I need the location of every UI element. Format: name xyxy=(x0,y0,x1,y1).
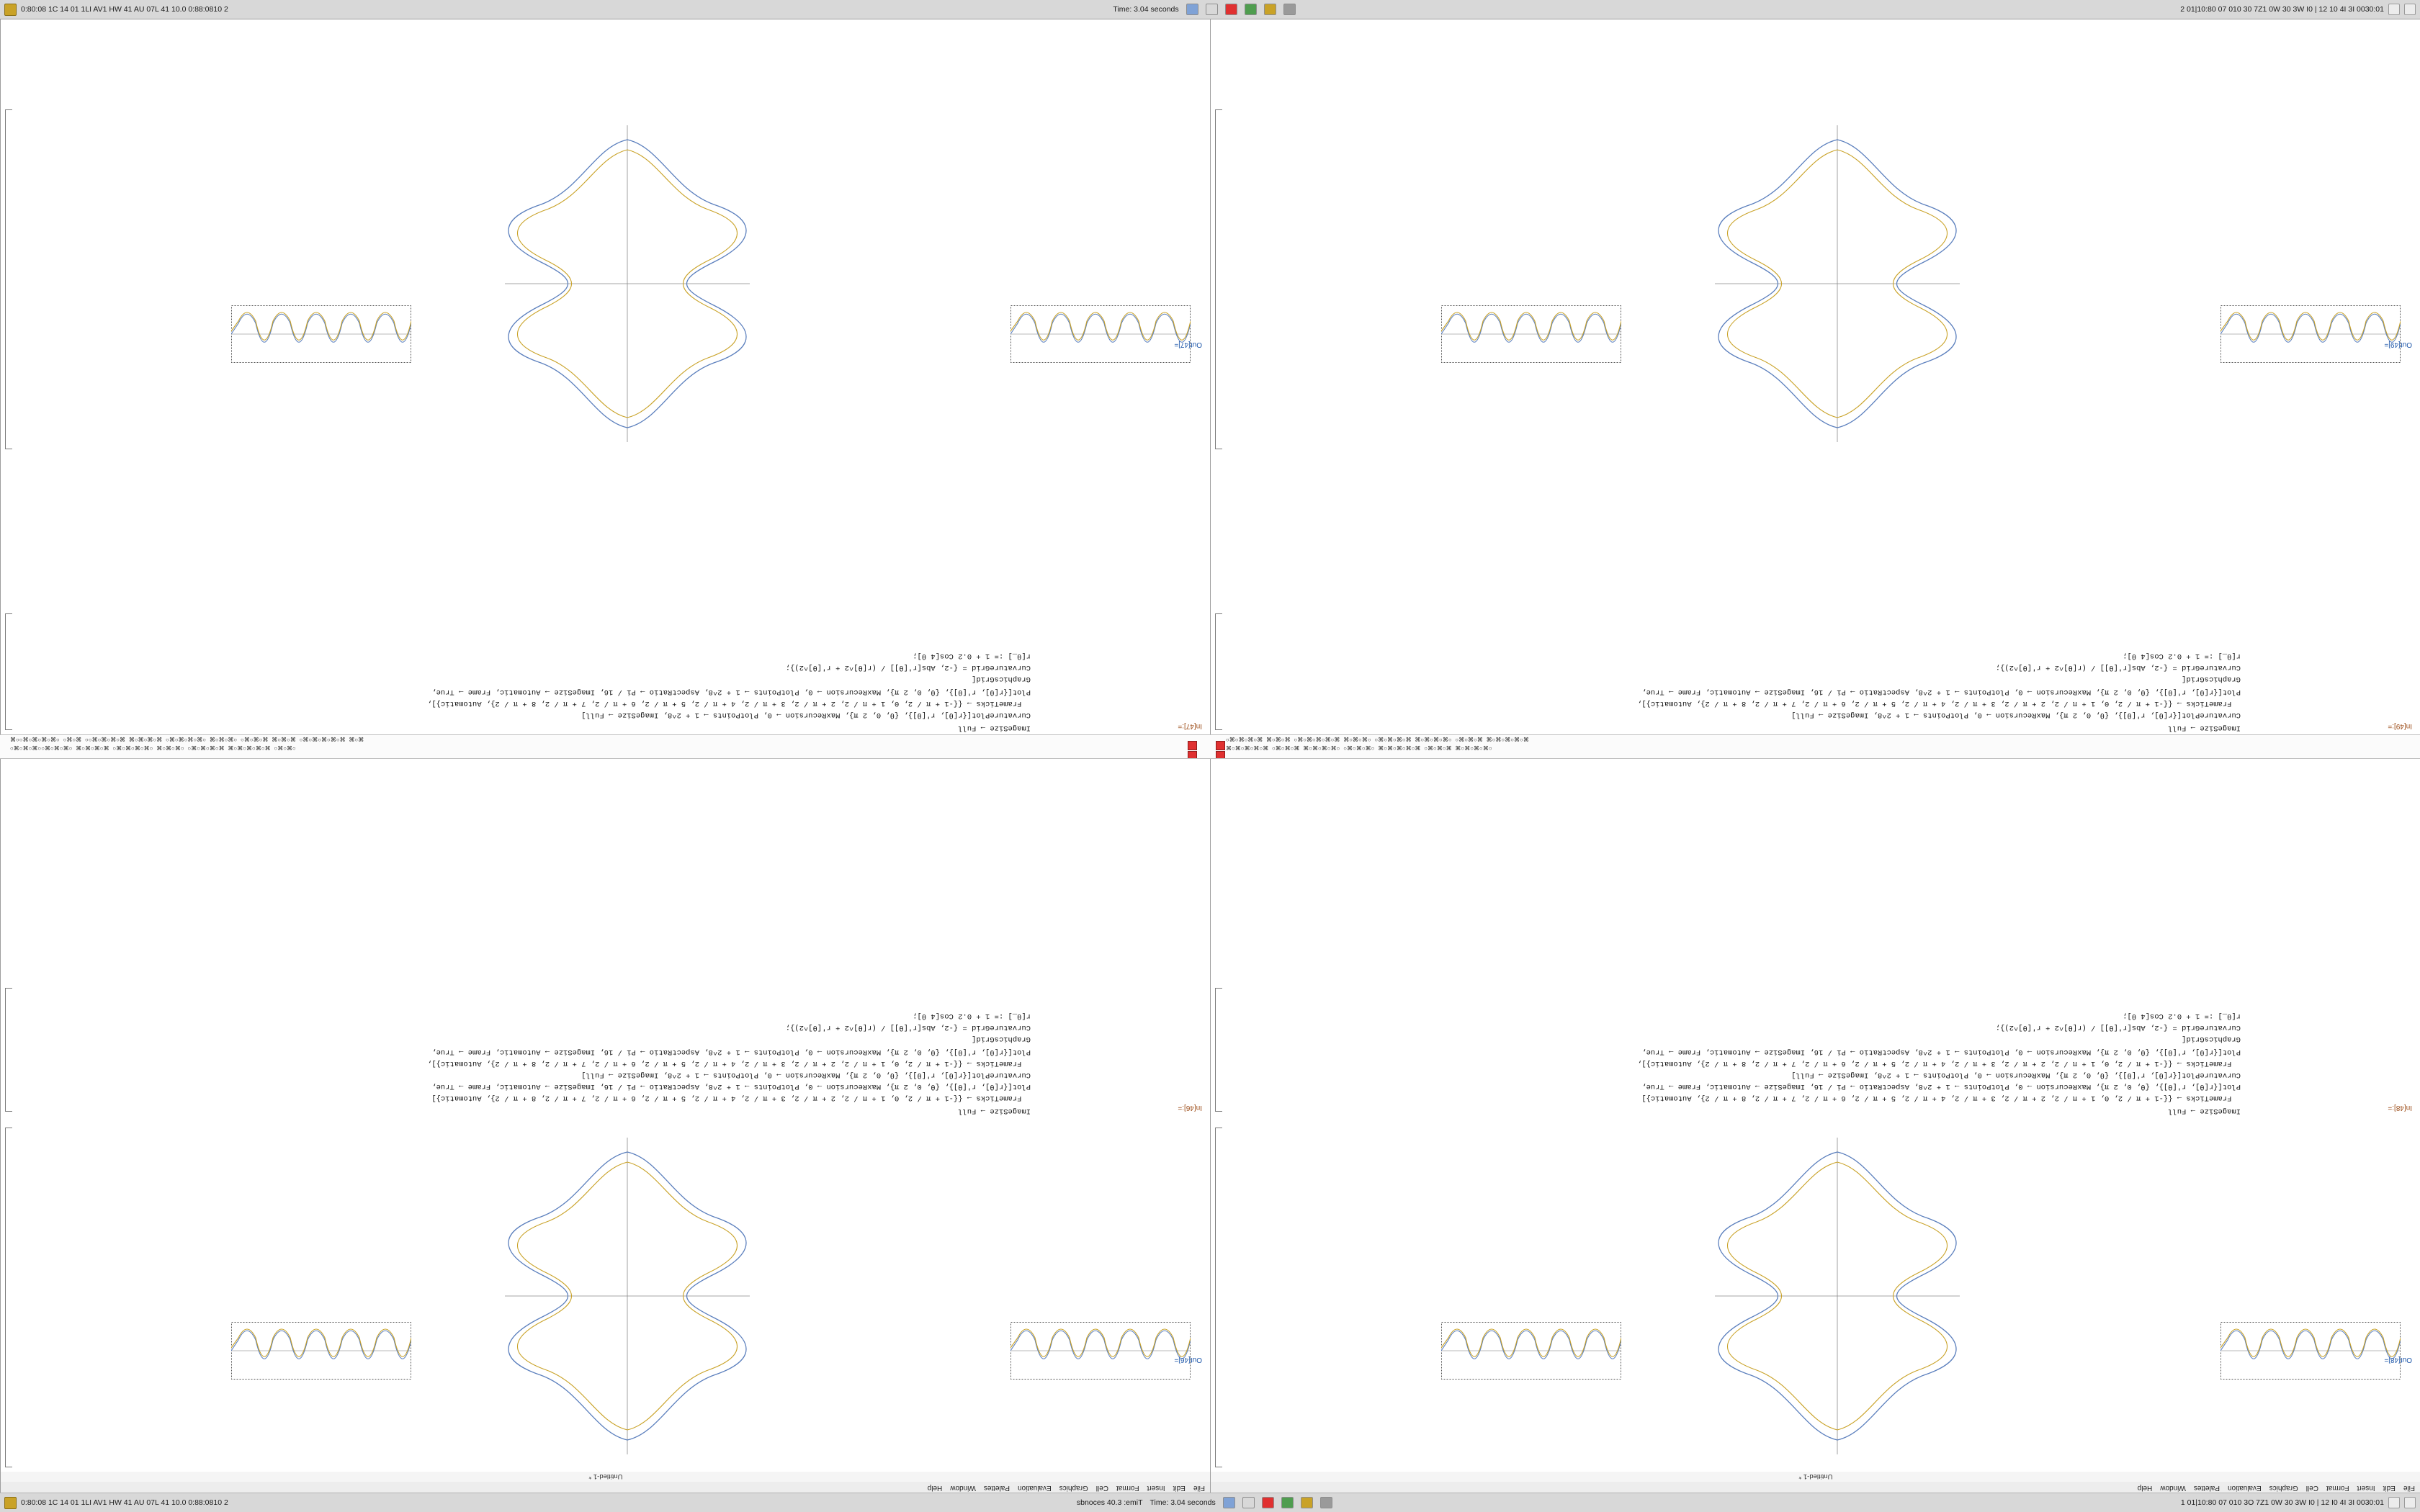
in-label-left-2: In[47]:= xyxy=(1178,722,1202,730)
tray-icon-display-bottom[interactable] xyxy=(1242,1497,1255,1508)
menu-palettes[interactable]: Palettes xyxy=(983,1484,1010,1492)
code-line-left-2-6[interactable]: r[θ_] := 1 + 0.2 Cos[4 θ]; xyxy=(913,652,1031,660)
menu-cell[interactable]: Cell xyxy=(1095,1484,1108,1492)
top-taskbar-right xyxy=(2180,4,2420,15)
code-line-left-2-3[interactable]: Plot[{r[θ], r'[θ]}, {θ, 0, 2 π}, MaxRecursion → 0, PlotPoints → 1 + 2^8, AspectRatio → Pi / 16, ImageSize → Automatic, Frame → True, xyxy=(431,688,1031,696)
menu-edit-right[interactable]: Edit xyxy=(2383,1484,2396,1492)
menu-format-right[interactable]: Format xyxy=(2326,1484,2349,1492)
console-line-right-1: ○⌘○⌘○⌘○⌘ ⌘○⌘○⌘ ○⌘○⌘○⌘○⌘○⌘ ⌘○⌘○⌘○ ○⌘○⌘○⌘○⌘ ⌘○⌘○⌘○⌘○ ○⌘○⌘○⌘ ⌘○⌘○⌘○⌘○⌘ xyxy=(1226,737,1529,744)
bottom-taskbar-time-mirror: sbnoces 40.3 :emiT xyxy=(1076,1498,1143,1507)
code-line-left-1-1[interactable]: FrameTicks → {{-1 + π / 2, 0, 1 + π / 2, 2 + π / 2, 3 + π / 2, 4 + π / 2, 5 + π / 2, 6 + π / 2, 7 + π / 2, 8 + π / 2}, Automatic}] xyxy=(431,1094,1031,1102)
console-alert-indicator-right[interactable] xyxy=(1216,741,1225,750)
code-line-right-2-1[interactable]: CurvaturePlot[{r[θ], r'[θ]}, {θ, 0, 2 π}, MaxRecursion → 0, PlotPoints → 1 + 2^8, ImageSize → Full] xyxy=(1791,711,2241,719)
menu-edit[interactable]: Edit xyxy=(1173,1484,1186,1492)
strip-plot-left-3 xyxy=(1010,302,1191,363)
top-taskbar-left xyxy=(0,4,228,16)
code-line-right-1-2[interactable]: Plot[{r[θ], r'[θ]}, {θ, 0, 2 π}, MaxRecursion → 0, PlotPoints → 1 + 2^8, AspectRatio → Pi / 16, ImageSize → Automatic, Frame → True, xyxy=(1641,1082,2241,1091)
strip-plot-right-2 xyxy=(1441,1318,1621,1380)
code-line-right-1-3[interactable]: CurvaturePlot[{r[θ], r'[θ]}, {θ, 0, 2 π}, MaxRecursion → 0, PlotPoints → 1 + 2^8, ImageSize → Full] xyxy=(1791,1071,2241,1079)
strip-plot-svg-r4 xyxy=(1441,305,1621,363)
code-line-left-2-1[interactable]: CurvaturePlot[{r[θ], r'[θ]}, {θ, 0, 2 π}, MaxRecursion → 0, PlotPoints → 1 + 2^8, ImageSize → Full] xyxy=(581,711,1031,719)
menu-file-right[interactable]: File xyxy=(2403,1484,2415,1492)
cell-bracket-right-2[interactable] xyxy=(1215,988,1222,1112)
menu-evaluation[interactable]: Evaluation xyxy=(1018,1484,1052,1492)
polar-curve-svg xyxy=(476,1130,779,1462)
console-alert-indicator-left-2[interactable] xyxy=(1188,751,1197,759)
menu-palettes-right[interactable]: Palettes xyxy=(2193,1484,2220,1492)
menu-insert-right[interactable]: Insert xyxy=(2357,1484,2375,1492)
menu-graphics-right[interactable]: Graphics xyxy=(2269,1484,2298,1492)
tray-icon-alert-bottom[interactable] xyxy=(1262,1497,1274,1508)
cell-bracket-right-4[interactable] xyxy=(1215,109,1222,449)
code-line-left-1-5[interactable]: Plot[{r[θ], r'[θ]}, {θ, 0, 2 π}, MaxRecursion → 0, PlotPoints → 1 + 2^8, AspectRatio → Pi / 16, ImageSize → Automatic, Frame → True, xyxy=(431,1048,1031,1056)
code-line-right-2-0[interactable]: ImageSize → Full xyxy=(2168,724,2241,732)
polar-curve-plot-left-2 xyxy=(476,114,779,449)
out-label-right-1: Out[48]= xyxy=(2384,1356,2412,1364)
console-line-left-1: ⌘○○⌘○⌘○⌘○⌘○ ○⌘○⌘ ○○⌘○⌘○⌘○⌘ ⌘○⌘○⌘○⌘ ○⌘○⌘○⌘○⌘○ ⌘○⌘○⌘○ ○⌘○⌘○⌘ ⌘○⌘○⌘ ○⌘○⌘○⌘○⌘○⌘ ⌘○⌘ xyxy=(10,737,364,744)
strip-plot-left-1 xyxy=(1010,1318,1191,1380)
top-taskbar-right-text: 2 01|10:80 07 010 30 7Z1 0W 30 3W I0 | 12 10 4I 3I 0030:01 xyxy=(2180,5,2384,14)
tray-icon-app-bottom[interactable] xyxy=(1301,1497,1313,1508)
code-line-right-1-8[interactable]: r[θ_] := 1 + 0.2 Cos[4 θ]; xyxy=(2123,1012,2241,1020)
cell-bracket-left-1[interactable] xyxy=(5,1128,12,1467)
code-line-right-1-1[interactable]: FrameTicks → {{-1 + π / 2, 0, 1 + π / 2, 2 + π / 2, 3 + π / 2, 4 + π / 2, 5 + π / 2, 6 + π / 2, 7 + π / 2, 8 + π / 2}, Automatic}] xyxy=(1641,1094,2241,1102)
app-icon[interactable] xyxy=(4,4,17,16)
bottom-taskbar[interactable] xyxy=(0,1493,2420,1512)
out-label-right-2: Out[49]= xyxy=(2384,341,2412,348)
bottom-taskbar-center xyxy=(228,1497,2181,1508)
cell-bracket-left-4[interactable] xyxy=(5,109,12,449)
window-close-button-bottom[interactable] xyxy=(2404,1497,2416,1508)
bottom-taskbar-time: Time: 3.04 seconds xyxy=(1150,1498,1216,1507)
strip-plot-right-1 xyxy=(2220,1318,2401,1380)
menu-window-right[interactable]: Window xyxy=(2160,1484,2186,1492)
window-close-button[interactable] xyxy=(2404,4,2416,15)
code-line-right-1-7[interactable]: CurvatureGrid = {-2, Abs[r'[θ]] / (r[θ]^2 + r'[θ]^2)}; xyxy=(1995,1023,2241,1032)
in-label-left-1: In[46]:= xyxy=(1178,1104,1202,1112)
menu-graphics[interactable]: Graphics xyxy=(1059,1484,1088,1492)
bottom-taskbar-right xyxy=(2181,1497,2420,1508)
menu-evaluation-right[interactable]: Evaluation xyxy=(2228,1484,2262,1492)
code-line-left-2-2[interactable]: FrameTicks → {{-1 + π / 2, 0, 1 + π / 2, 2 + π / 2, 3 + π / 2, 4 + π / 2, 5 + π / 2, 6 + π / 2, 7 + π / 2, 8 + π / 2}, Automatic}], xyxy=(426,699,1031,708)
strip-plot-right-3 xyxy=(2220,302,2401,363)
code-line-left-2-0[interactable]: ImageSize → Full xyxy=(958,724,1031,732)
code-line-left-2-5[interactable]: CurvatureGrid = {-2, Abs[r'[θ]] / (r[θ]^2 + r'[θ]^2)}; xyxy=(785,663,1031,672)
strip-plot-svg-r1 xyxy=(2220,1322,2401,1380)
in-label-right-2: In[49]:= xyxy=(2388,722,2412,730)
console-strip-left[interactable] xyxy=(0,734,1210,759)
console-strip-right[interactable] xyxy=(1210,734,2420,759)
strip-plot-svg-r3 xyxy=(2220,305,2401,363)
cell-bracket-right-3[interactable] xyxy=(1215,613,1222,730)
strip-plot-svg xyxy=(1010,1322,1191,1380)
menu-insert[interactable]: Insert xyxy=(1147,1484,1165,1492)
strip-plot-left-4 xyxy=(231,302,411,363)
polar-curve-plot-right-1 xyxy=(1686,1127,1989,1462)
strip-plot-svg-4 xyxy=(231,305,411,363)
code-line-right-1-6[interactable]: GraphicsGrid[ xyxy=(2182,1035,2241,1043)
code-line-right-1-5[interactable]: Plot[{r[θ], r'[θ]}, {θ, 0, 2 π}, MaxRecursion → 0, PlotPoints → 1 + 2^8, AspectRatio → Pi / 16, ImageSize → Automatic, Frame → True, xyxy=(1641,1048,2241,1056)
code-line-right-2-4[interactable]: GraphicsGrid[ xyxy=(2182,675,2241,683)
document-title-right: Untitled-1 * xyxy=(1211,1471,2420,1482)
strip-plot-svg-r2 xyxy=(1441,1322,1621,1380)
window-minimize-button-bottom[interactable] xyxy=(2388,1497,2400,1508)
tray-icon-network[interactable] xyxy=(1186,4,1198,15)
code-line-left-1-4[interactable]: FrameTicks → {{-1 + π / 2, 0, 1 + π / 2, 2 + π / 2, 3 + π / 2, 4 + π / 2, 5 + π / 2, 6 + π / 2, 7 + π / 2, 8 + π / 2}, Automatic}], xyxy=(426,1059,1031,1068)
tray-icon-misc-bottom[interactable] xyxy=(1320,1497,1332,1508)
polar-curve-svg-r1 xyxy=(1686,1130,1989,1462)
window-minimize-button[interactable] xyxy=(2388,4,2400,15)
console-alert-indicator-right-2[interactable] xyxy=(1216,751,1225,759)
tray-icon-network-bottom[interactable] xyxy=(1223,1497,1235,1508)
menu-format[interactable]: Format xyxy=(1116,1484,1139,1492)
code-line-right-2-2[interactable]: FrameTicks → {{-1 + π / 2, 0, 1 + π / 2, 2 + π / 2, 3 + π / 2, 4 + π / 2, 5 + π / 2, 6 + π / 2, 7 + π / 2, 8 + π / 2}, Automatic}], xyxy=(1636,699,2241,708)
menu-window[interactable]: Window xyxy=(950,1484,976,1492)
strip-plot-svg-3 xyxy=(1010,305,1191,363)
code-line-left-1-0[interactable]: ImageSize → Full xyxy=(958,1107,1031,1115)
menu-cell-right[interactable]: Cell xyxy=(2305,1484,2318,1492)
polar-curve-plot-left-1 xyxy=(476,1127,779,1462)
tray-icon-misc[interactable] xyxy=(1283,4,1296,15)
tray-icon-app[interactable] xyxy=(1264,4,1276,15)
out-label-left-1: Out[46]= xyxy=(1174,1356,1202,1364)
console-alert-indicator-left[interactable] xyxy=(1188,741,1197,750)
tray-icon-alert[interactable] xyxy=(1225,4,1237,15)
code-line-right-2-6[interactable]: r[θ_] := 1 + 0.2 Cos[4 θ]; xyxy=(2123,652,2241,660)
menu-help[interactable]: Help xyxy=(927,1484,943,1492)
code-line-left-1-6[interactable]: GraphicsGrid[ xyxy=(972,1035,1031,1043)
polar-curve-svg-r2 xyxy=(1686,118,1989,449)
strip-plot-left-2 xyxy=(231,1318,411,1380)
out-label-left-2: Out[47]= xyxy=(1174,341,1202,348)
cell-bracket-left-2[interactable] xyxy=(5,988,12,1112)
code-line-left-1-8[interactable]: r[θ_] := 1 + 0.2 Cos[4 θ]; xyxy=(913,1012,1031,1020)
bottom-taskbar-right-text: 1 01|10:80 07 010 3O 7Z1 0W 30 3W I0 | 12 I0 4I 3I 0030:01 xyxy=(2180,1498,2384,1507)
polar-curve-plot-right-2 xyxy=(1686,114,1989,449)
strip-plot-svg-2 xyxy=(231,1322,411,1380)
code-line-left-1-7[interactable]: CurvatureGrid = {-2, Abs[r'[θ]] / (r[θ]^2 + r'[θ]^2)}; xyxy=(785,1023,1031,1032)
bottom-taskbar-left xyxy=(0,1497,228,1509)
bottom-taskbar-left-text: 0:80:08 1C 14 01 1LI AV1 HW 41 AU 07L 41 10.0 0:88:0810 2 xyxy=(21,1498,228,1507)
menu-file[interactable]: File xyxy=(1193,1484,1205,1492)
menu-help-right[interactable]: Help xyxy=(2137,1484,2153,1492)
cell-bracket-right-1[interactable] xyxy=(1215,1128,1222,1467)
code-line-left-2-4[interactable]: GraphicsGrid[ xyxy=(972,675,1031,683)
tray-icon-display[interactable] xyxy=(1206,4,1218,15)
document-title-left: Untitled-1 * xyxy=(1,1471,1211,1482)
console-line-left-2: ○⌘○⌘○⌘○○⌘○⌘○⌘○ ⌘○⌘○⌘○⌘ ○⌘○⌘○⌘○⌘○ ⌘○⌘○⌘○ ○⌘○⌘○⌘○⌘ ⌘○⌘○⌘○⌘○⌘ ○⌘○⌘○ xyxy=(10,746,296,752)
top-taskbar[interactable] xyxy=(0,0,2420,19)
tray-icon-status[interactable] xyxy=(1245,4,1257,15)
strip-plot-right-4 xyxy=(1441,302,1621,363)
top-taskbar-time: Time: 3.04 seconds xyxy=(1113,5,1179,14)
code-line-right-1-4[interactable]: FrameTicks → {{-1 + π / 2, 0, 1 + π / 2, 2 + π / 2, 3 + π / 2, 4 + π / 2, 5 + π / 2, 6 + π / 2, 7 + π / 2, 8 + π / 2}, Automatic}], xyxy=(1636,1059,2241,1068)
code-line-right-2-5[interactable]: CurvatureGrid = {-2, Abs[r'[θ]] / (r[θ]^2 + r'[θ]^2)}; xyxy=(1995,663,2241,672)
code-line-left-1-3[interactable]: CurvaturePlot[{r[θ], r'[θ]}, {θ, 0, 2 π}, MaxRecursion → 0, PlotPoints → 1 + 2^8, ImageSize → Full] xyxy=(581,1071,1031,1079)
in-label-right-1: In[48]:= xyxy=(2388,1104,2412,1112)
tray-icon-status-bottom[interactable] xyxy=(1281,1497,1294,1508)
top-taskbar-center xyxy=(228,4,2180,15)
code-line-right-1-0[interactable]: ImageSize → Full xyxy=(2168,1107,2241,1115)
app-icon-bottom[interactable] xyxy=(4,1497,17,1509)
console-line-right-2: ⌘○⌘○⌘○⌘○⌘ ○⌘○⌘○⌘ ⌘○⌘○⌘○⌘○ ○⌘○⌘○⌘○ ⌘○⌘○⌘○⌘○⌘ ○⌘○⌘○⌘ ⌘○⌘○⌘○⌘○ xyxy=(1226,746,1492,752)
code-line-right-2-3[interactable]: Plot[{r[θ], r'[θ]}, {θ, 0, 2 π}, MaxRecursion → 0, PlotPoints → 1 + 2^8, AspectRatio → Pi / 16, ImageSize → Automatic, Frame → True, xyxy=(1641,688,2241,696)
polar-curve-svg-2 xyxy=(476,118,779,449)
cell-bracket-left-3[interactable] xyxy=(5,613,12,730)
top-taskbar-left-text: 0:80:08 1C 14 01 1LI AV1 HW 41 AU 07L 41 10.0 0:88:0810 2 xyxy=(21,5,228,14)
code-line-left-1-2[interactable]: Plot[{r[θ], r'[θ]}, {θ, 0, 2 π}, MaxRecursion → 0, PlotPoints → 1 + 2^8, AspectRatio → Pi / 16, ImageSize → Automatic, Frame → True, xyxy=(431,1082,1031,1091)
